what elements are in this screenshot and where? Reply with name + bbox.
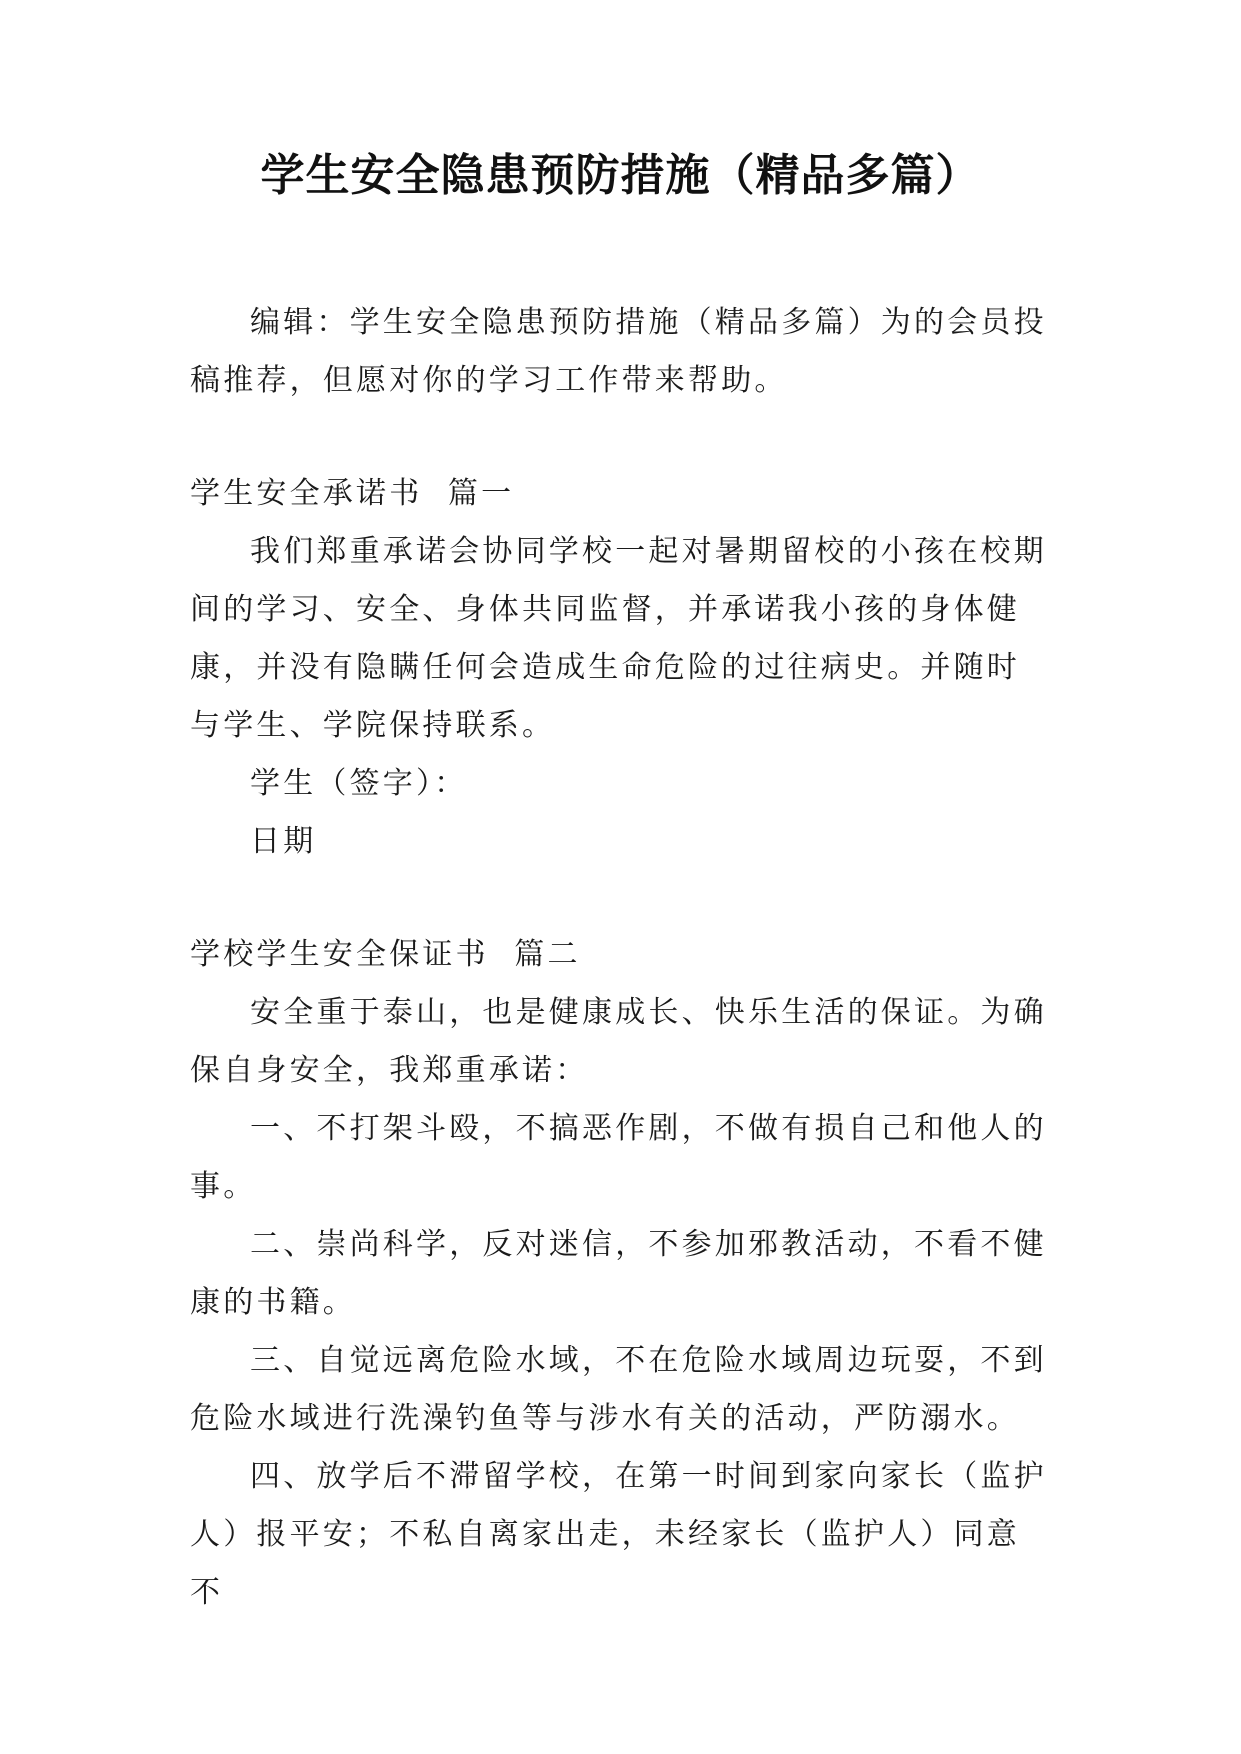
section2-paragraph: 二、崇尚科学，反对迷信，不参加邪教活动，不看不健康的书籍。 [190,1227,1047,1320]
section-heading-1: 学生安全承诺书 篇一 [190,476,515,511]
section-heading-2: 学校学生安全保证书 篇二 [190,937,581,972]
spacer [190,871,1052,926]
section2-paragraph: 一、不打架斗殴，不搞恶作剧，不做有损自己和他人的事。 [190,1111,1047,1204]
date-line: 日期 [250,824,317,859]
signature-line: 学生（签字）： [250,766,468,801]
section2-paragraph: 安全重于泰山，也是健康成长、快乐生活的保证。为确保自身安全，我郑重承诺： [190,995,1047,1088]
spacer [190,410,1052,465]
document-body [190,294,1052,1622]
section2-paragraph: 三、自觉远离危险水域，不在危险水域周边玩耍，不到危险水域进行洗澡钓鱼等与涉水有关的活动，严防溺水。 [190,1343,1047,1436]
document-title: 学生安全隐患预防措施（精品多篇） [260,150,981,201]
section2-paragraph: 四、放学后不滞留学校，在第一时间到家向家长（监护人）报平安；不私自离家出走，未经家长（监护人）同意不 [190,1459,1047,1610]
section1-paragraph: 我们郑重承诺会协同学校一起对暑期留校的小孩在校期间的学习、安全、身体共同监督，并承诺我小孩的身体健康，并没有隐瞒任何会造成生命危险的过往病史。并随时与学生、学院保持联系。 [190,534,1047,743]
intro-paragraph: 编辑：学生安全隐患预防措施（精品多篇）为的会员投稿推荐，但愿对你的学习工作带来帮助。 [190,305,1047,398]
